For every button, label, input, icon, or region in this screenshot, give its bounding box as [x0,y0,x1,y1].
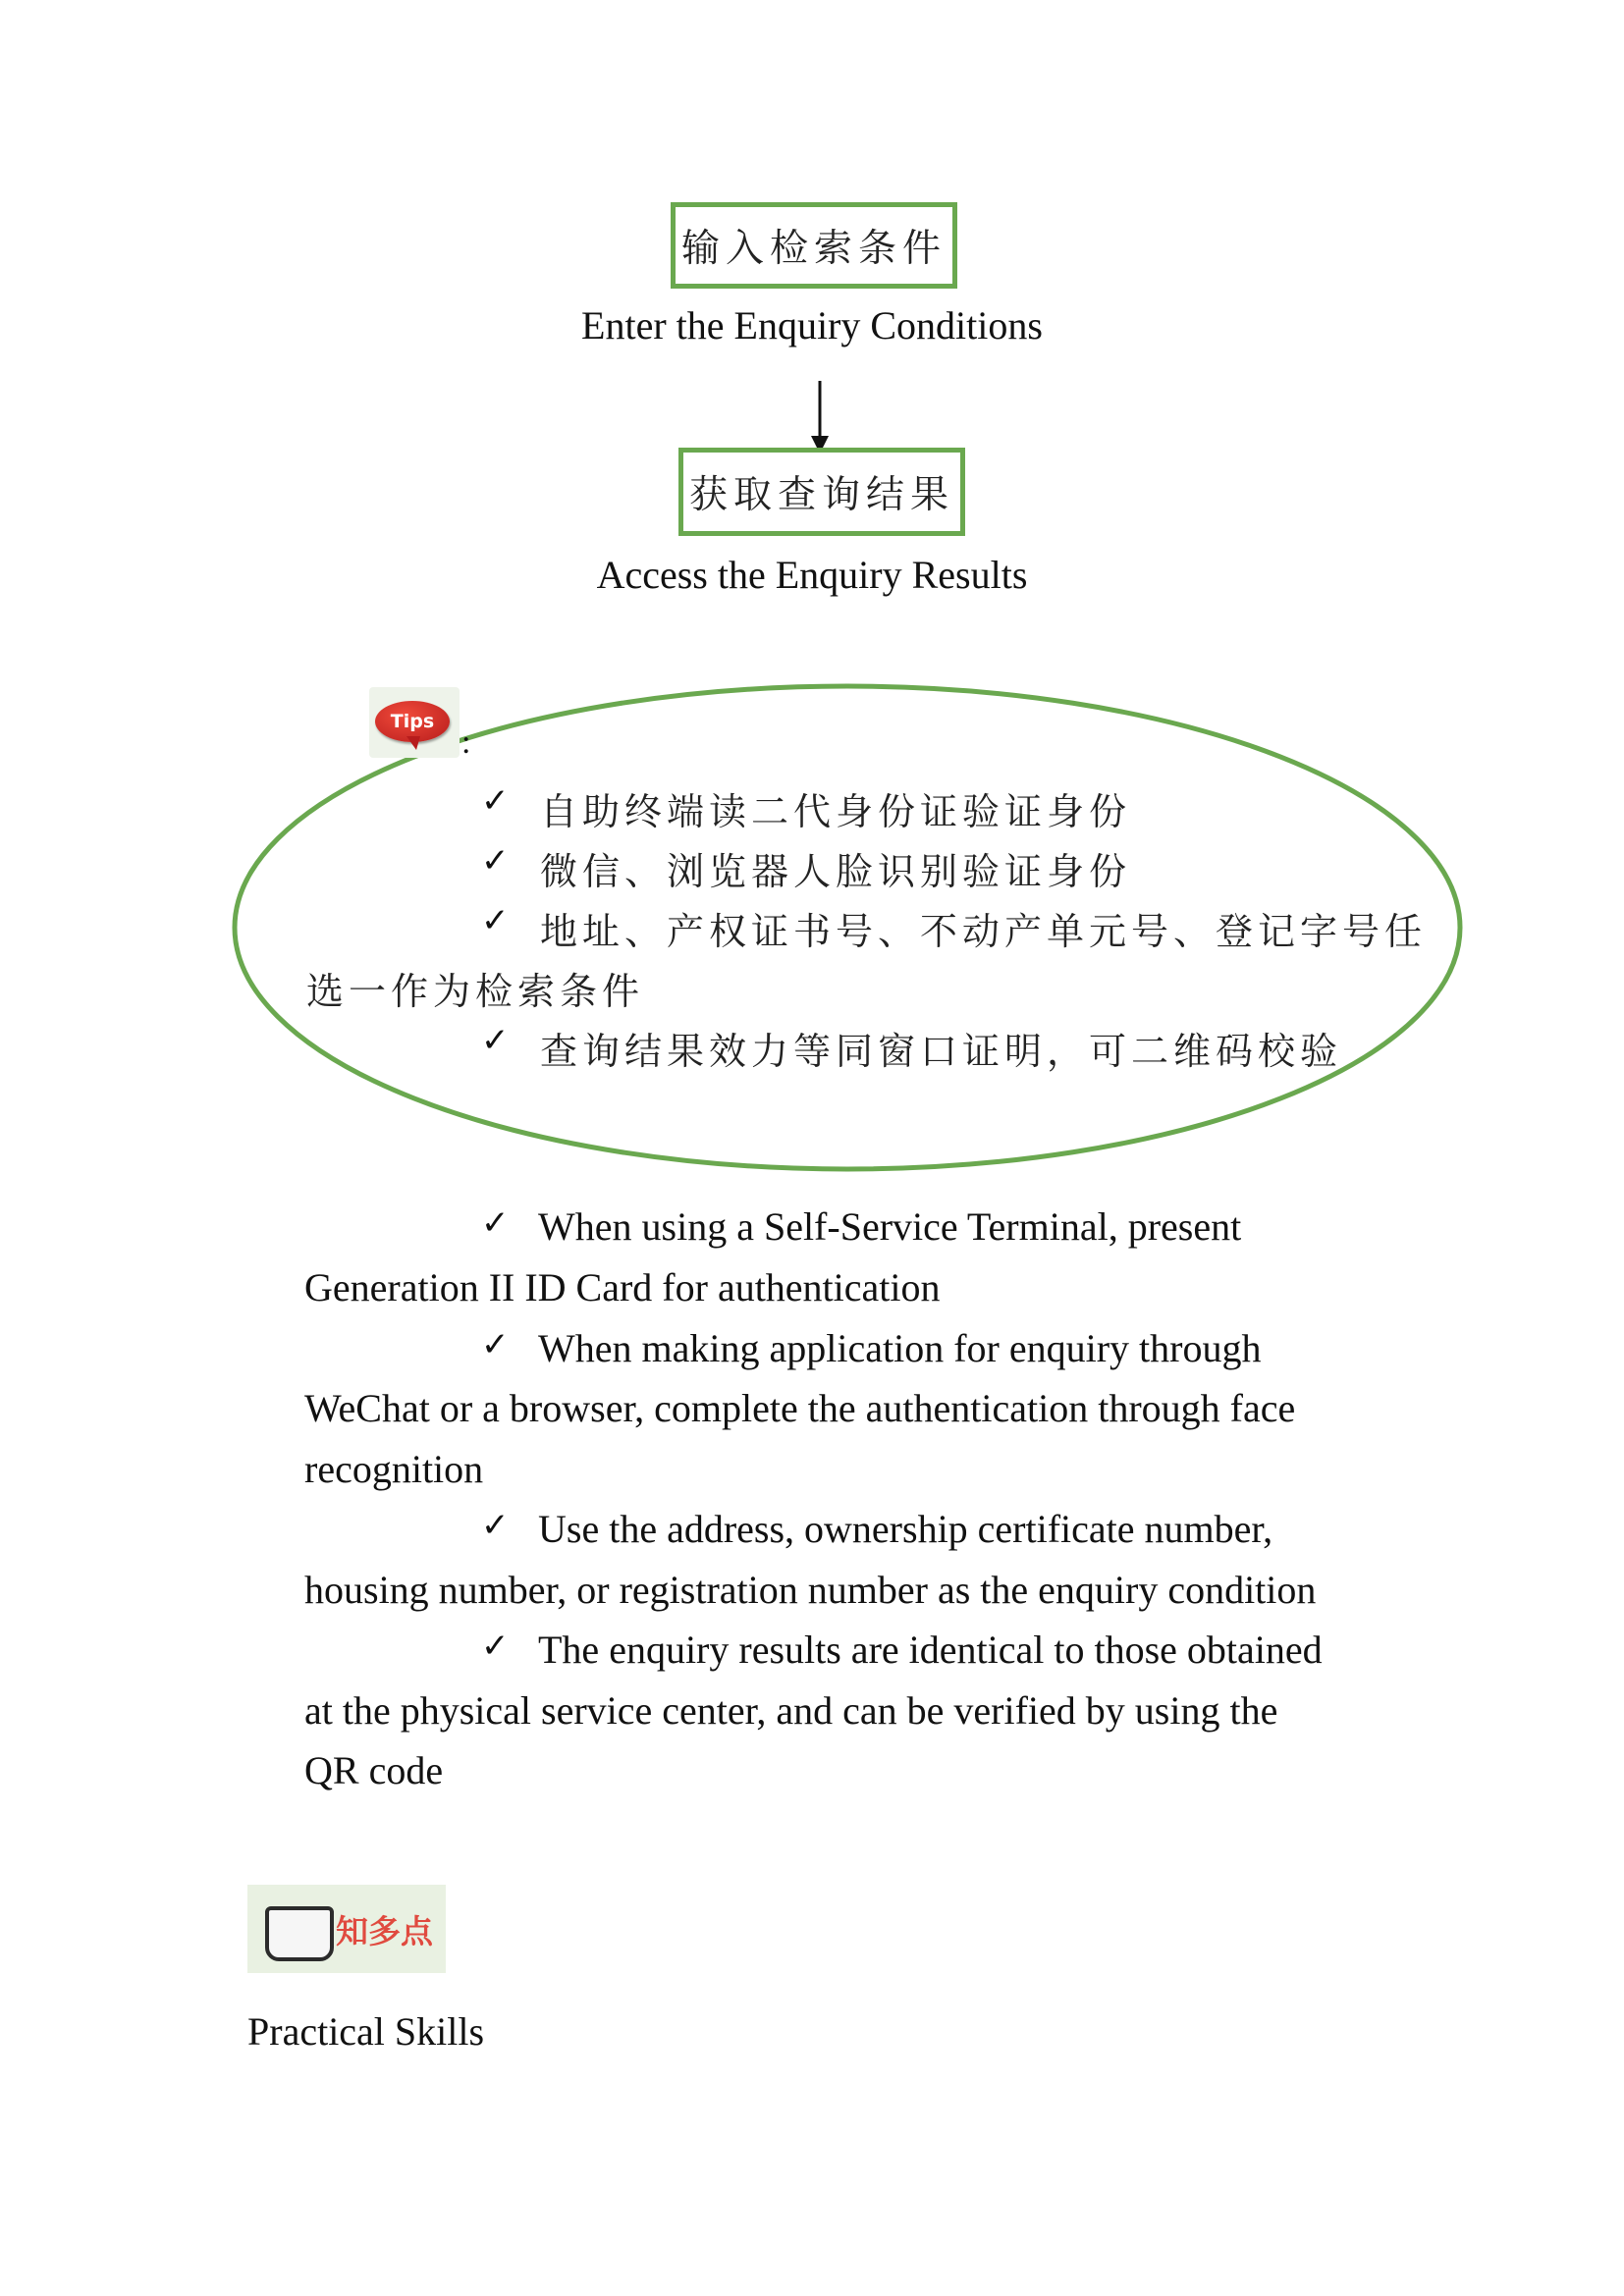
check-mark-icon: ✓ [481,1203,510,1243]
tip-en-2-cont2: recognition [304,1447,484,1491]
practical-skills-badge [247,1885,446,1973]
check-mark-icon: ✓ [481,1627,510,1666]
tip-zh-3: 地址、产权证书号、不动产单元号、登记字号任 [540,912,1428,953]
open-book-icon [265,1906,334,1961]
check-mark-icon: ✓ [481,781,510,821]
check-mark-icon: ✓ [481,841,510,881]
flow-step-access-results-caption: Access the Enquiry Results [596,553,1028,597]
tips-badge [369,687,460,758]
tips-colon: : [461,724,471,761]
tip-en-4-cont: at the physical service center, and can be verified by using the [304,1688,1278,1733]
check-mark-icon: ✓ [481,1021,510,1060]
flow-step-access-results-label: 获取查询结果 [688,474,954,516]
tip-zh-1: 自助终端读二代身份证验证身份 [540,792,1132,833]
tip-zh-4: 查询结果效力等同窗口证明，可二维码校验 [540,1032,1343,1073]
tip-en-3-cont: housing number, or registration number as the enquiry condition [304,1568,1317,1612]
check-mark-icon: ✓ [481,901,510,940]
flow-step-enter-conditions-label: 输入检索条件 [680,228,947,270]
tip-en-1-cont: Generation II ID Card for authentication [304,1265,941,1309]
tip-en-4: The enquiry results are identical to those obtained [538,1628,1323,1672]
flow-step-enter-conditions-caption: Enter the Enquiry Conditions [581,303,1043,347]
tips-bubble-tail-icon [406,736,420,750]
tip-zh-3-cont: 选一作为检索条件 [306,972,645,1013]
tip-en-1: When using a Self-Service Terminal, present [538,1204,1242,1249]
tips-badge-label: Tips [390,711,435,732]
tip-en-3: Use the address, ownership certificate number, [538,1507,1273,1551]
check-mark-icon: ✓ [481,1325,510,1364]
tip-en-4-cont2: QR code [304,1748,444,1792]
tip-en-2: When making application for enquiry through [538,1326,1262,1370]
tip-en-2-cont: WeChat or a browser, complete the authentication through face [304,1386,1296,1430]
practical-skills-badge-label: 知多点 [336,1912,433,1950]
practical-skills-heading: Practical Skills [247,2009,485,2054]
check-mark-icon: ✓ [481,1506,510,1545]
tip-zh-2: 微信、浏览器人脸识别验证身份 [540,852,1132,893]
